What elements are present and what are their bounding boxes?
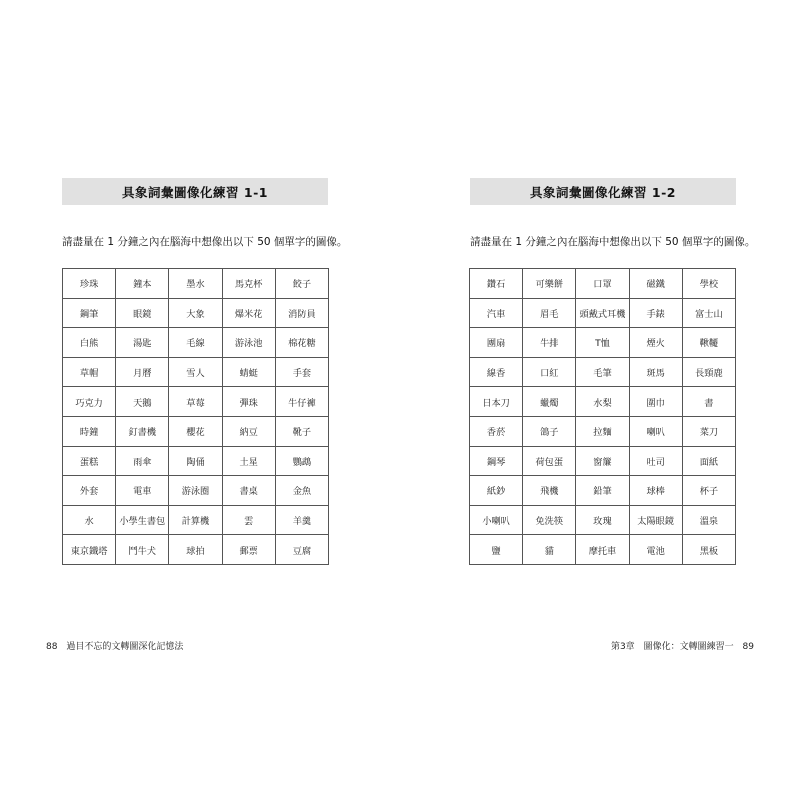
word-cell: 富士山: [682, 298, 735, 328]
word-cell: 窗簾: [576, 446, 629, 476]
table-row: [63, 269, 329, 299]
word-cell: 學校: [682, 269, 735, 299]
word-cell: 吐司: [629, 446, 682, 476]
word-cell: 計算機: [169, 505, 222, 535]
word-grid: [469, 268, 736, 565]
word-cell: 釘書機: [116, 416, 169, 446]
table-row: [63, 387, 329, 417]
word-cell: 斑馬: [629, 357, 682, 387]
word-cell: 彈珠: [222, 387, 275, 417]
word-cell: 草莓: [169, 387, 222, 417]
word-cell: 磁鐵: [629, 269, 682, 299]
word-cell: 鑽石: [470, 269, 523, 299]
table-row: [470, 446, 736, 476]
word-cell: 鋼琴: [470, 446, 523, 476]
word-cell: 毛線: [169, 328, 222, 358]
book-title: 過目不忘的文轉圖深化記憶法: [66, 642, 184, 652]
word-grid: [62, 268, 329, 565]
word-cell: 水梨: [576, 387, 629, 417]
word-cell: 電車: [116, 476, 169, 506]
word-cell: 游泳圈: [169, 476, 222, 506]
word-cell: 鸚鵡: [275, 446, 328, 476]
word-cell: 月曆: [116, 357, 169, 387]
table-row: [63, 446, 329, 476]
word-cell: 手套: [275, 357, 328, 387]
table-row: [470, 505, 736, 535]
word-cell: 黑板: [682, 535, 735, 565]
table-row: [63, 298, 329, 328]
word-cell: 棉花糖: [275, 328, 328, 358]
word-cell: 小喇叭: [470, 505, 523, 535]
word-cell: 鞦韆: [682, 328, 735, 358]
word-cell: 珍珠: [63, 269, 116, 299]
word-cell: 鬥牛犬: [116, 535, 169, 565]
word-cell: 水: [63, 505, 116, 535]
page-number: 88: [46, 642, 58, 652]
word-cell: 郵票: [222, 535, 275, 565]
word-cell: 貓: [523, 535, 576, 565]
word-cell: 外套: [63, 476, 116, 506]
word-cell: 靴子: [275, 416, 328, 446]
word-cell: 免洗筷: [523, 505, 576, 535]
exercise-title: 具象詞彙圖像化練習 1-2: [470, 178, 736, 205]
word-cell: 鴿子: [523, 416, 576, 446]
word-cell: 鋼筆: [63, 298, 116, 328]
word-cell: 蛋糕: [63, 446, 116, 476]
table-row: [470, 387, 736, 417]
word-cell: 大象: [169, 298, 222, 328]
table-row: [470, 328, 736, 358]
word-cell: 土星: [222, 446, 275, 476]
word-cell: 玫瑰: [576, 505, 629, 535]
word-cell: 球棒: [629, 476, 682, 506]
word-cell: 菜刀: [682, 416, 735, 446]
table-row: [63, 476, 329, 506]
word-cell: 金魚: [275, 476, 328, 506]
word-cell: 納豆: [222, 416, 275, 446]
word-cell: 小學生書包: [116, 505, 169, 535]
table-row: [63, 505, 329, 535]
word-cell: 毛筆: [576, 357, 629, 387]
word-cell: 雨傘: [116, 446, 169, 476]
chapter-title: 第3章 圖像化：文轉圖練習一: [610, 642, 734, 652]
exercise-title: 具象詞彙圖像化練習 1-1: [62, 178, 328, 205]
word-cell: 汽車: [470, 298, 523, 328]
word-cell: T恤: [576, 328, 629, 358]
word-cell: 天鵝: [116, 387, 169, 417]
word-cell: 消防員: [275, 298, 328, 328]
word-cell: 杯子: [682, 476, 735, 506]
exercise-instruction: 請盡量在 1 分鐘之內在腦海中想像出以下 50 個單字的圖像。: [62, 236, 348, 248]
word-cell: 頭戴式耳機: [576, 298, 629, 328]
exercise-instruction: 請盡量在 1 分鐘之內在腦海中想像出以下 50 個單字的圖像。: [470, 236, 756, 248]
word-cell: 馬克杯: [222, 269, 275, 299]
table-row: [470, 416, 736, 446]
word-cell: 口紅: [523, 357, 576, 387]
word-cell: 電池: [629, 535, 682, 565]
word-cell: 陶俑: [169, 446, 222, 476]
word-cell: 荷包蛋: [523, 446, 576, 476]
word-cell: 爆米花: [222, 298, 275, 328]
word-cell: 長頸鹿: [682, 357, 735, 387]
word-cell: 鐘本: [116, 269, 169, 299]
word-cell: 拉麵: [576, 416, 629, 446]
word-cell: 東京鐵塔: [63, 535, 116, 565]
word-cell: 紙鈔: [470, 476, 523, 506]
table-row: [470, 269, 736, 299]
word-cell: 巧克力: [63, 387, 116, 417]
right-page: [400, 0, 800, 800]
word-cell: 豆腐: [275, 535, 328, 565]
word-cell: 香菸: [470, 416, 523, 446]
word-cell: 飛機: [523, 476, 576, 506]
word-cell: 鉛筆: [576, 476, 629, 506]
word-cell: 雲: [222, 505, 275, 535]
word-cell: 面紙: [682, 446, 735, 476]
page-number: 89: [742, 642, 754, 652]
word-cell: 蜻蜓: [222, 357, 275, 387]
table-row: [470, 298, 736, 328]
word-cell: 羊羹: [275, 505, 328, 535]
word-cell: 口罩: [576, 269, 629, 299]
word-cell: 煙火: [629, 328, 682, 358]
word-cell: 摩托車: [576, 535, 629, 565]
word-cell: 可樂餅: [523, 269, 576, 299]
word-cell: 時鐘: [63, 416, 116, 446]
table-row: [63, 357, 329, 387]
word-cell: 草帽: [63, 357, 116, 387]
word-cell: 蠟燭: [523, 387, 576, 417]
table-row: [63, 328, 329, 358]
word-cell: 書: [682, 387, 735, 417]
word-cell: 牛仔褲: [275, 387, 328, 417]
table-row: [63, 416, 329, 446]
page-footer: [40, 639, 183, 652]
word-cell: 書桌: [222, 476, 275, 506]
word-cell: 眉毛: [523, 298, 576, 328]
word-cell: 手錶: [629, 298, 682, 328]
word-cell: 溫泉: [682, 505, 735, 535]
word-cell: 墨水: [169, 269, 222, 299]
word-cell: 太陽眼鏡: [629, 505, 682, 535]
word-cell: 球拍: [169, 535, 222, 565]
word-cell: 牛排: [523, 328, 576, 358]
word-cell: 游泳池: [222, 328, 275, 358]
word-cell: 櫻花: [169, 416, 222, 446]
word-cell: 眼鏡: [116, 298, 169, 328]
table-row: [63, 535, 329, 565]
page-footer: [611, 639, 760, 652]
word-cell: 喇叭: [629, 416, 682, 446]
word-cell: 日本刀: [470, 387, 523, 417]
word-cell: 湯匙: [116, 328, 169, 358]
table-row: [470, 476, 736, 506]
word-cell: 團扇: [470, 328, 523, 358]
word-cell: 圍巾: [629, 387, 682, 417]
table-row: [470, 535, 736, 565]
word-cell: 白熊: [63, 328, 116, 358]
word-cell: 鹽: [470, 535, 523, 565]
word-cell: 線香: [470, 357, 523, 387]
word-cell: 雪人: [169, 357, 222, 387]
word-cell: 餃子: [275, 269, 328, 299]
table-row: [470, 357, 736, 387]
